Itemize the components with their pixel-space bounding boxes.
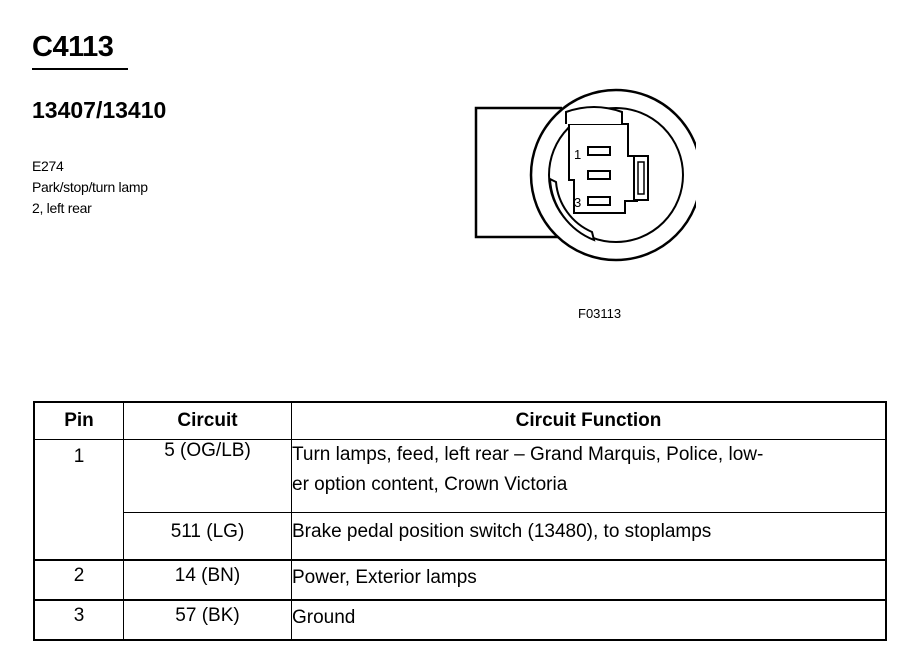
terminal-pin-1 xyxy=(588,147,610,155)
table-row xyxy=(34,560,886,600)
header-circuit: Circuit xyxy=(124,402,292,440)
circuit-function-line: Power, Exterior lamps xyxy=(292,567,477,588)
location-position: 2, left rear xyxy=(32,200,92,216)
circuit-function-line: Turn lamps, feed, left rear – Grand Marquis, Police, low- xyxy=(292,444,764,465)
connector-location xyxy=(32,156,148,219)
circuit-code: 511 (LG) xyxy=(124,513,292,561)
pin-table-header xyxy=(34,402,886,440)
circuit-function-line: Brake pedal position switch (13480), to stoplamps xyxy=(292,521,712,542)
table-row xyxy=(34,440,886,513)
pin-number: 1 xyxy=(34,440,124,561)
table-row xyxy=(34,600,886,640)
connector-face-diagram xyxy=(470,84,696,274)
circuit-code: 5 (OG/LB) xyxy=(124,440,292,513)
pin-table xyxy=(33,401,887,641)
circuit-function xyxy=(292,440,887,513)
connector-id-underline xyxy=(32,68,128,70)
header-circuit-function: Circuit Function xyxy=(292,402,887,440)
circuit-function-line: Ground xyxy=(292,607,356,628)
pin-label-1: 1 xyxy=(574,147,582,162)
table-row xyxy=(34,513,886,561)
location-component: Park/stop/turn lamp xyxy=(32,179,148,195)
circuit-code: 14 (BN) xyxy=(124,560,292,600)
part-number: 13407/13410 xyxy=(32,97,167,123)
terminal-pin-3 xyxy=(588,197,610,205)
pin-number: 2 xyxy=(34,560,124,600)
circuit-code: 57 (BK) xyxy=(124,600,292,640)
circuit-function xyxy=(292,513,887,561)
location-code: E274 xyxy=(32,158,64,174)
connector-id: C4113 xyxy=(32,31,114,63)
header-pin: Pin xyxy=(34,402,124,440)
figure-id: F03113 xyxy=(578,306,622,321)
connector-top-key xyxy=(566,107,622,124)
terminal-pin-2 xyxy=(588,171,610,179)
circuit-function xyxy=(292,600,887,640)
pin-number: 3 xyxy=(34,600,124,640)
pin-label-3: 3 xyxy=(574,195,582,210)
circuit-function-line: er option content, Crown Victoria xyxy=(292,474,568,495)
circuit-function xyxy=(292,560,887,600)
